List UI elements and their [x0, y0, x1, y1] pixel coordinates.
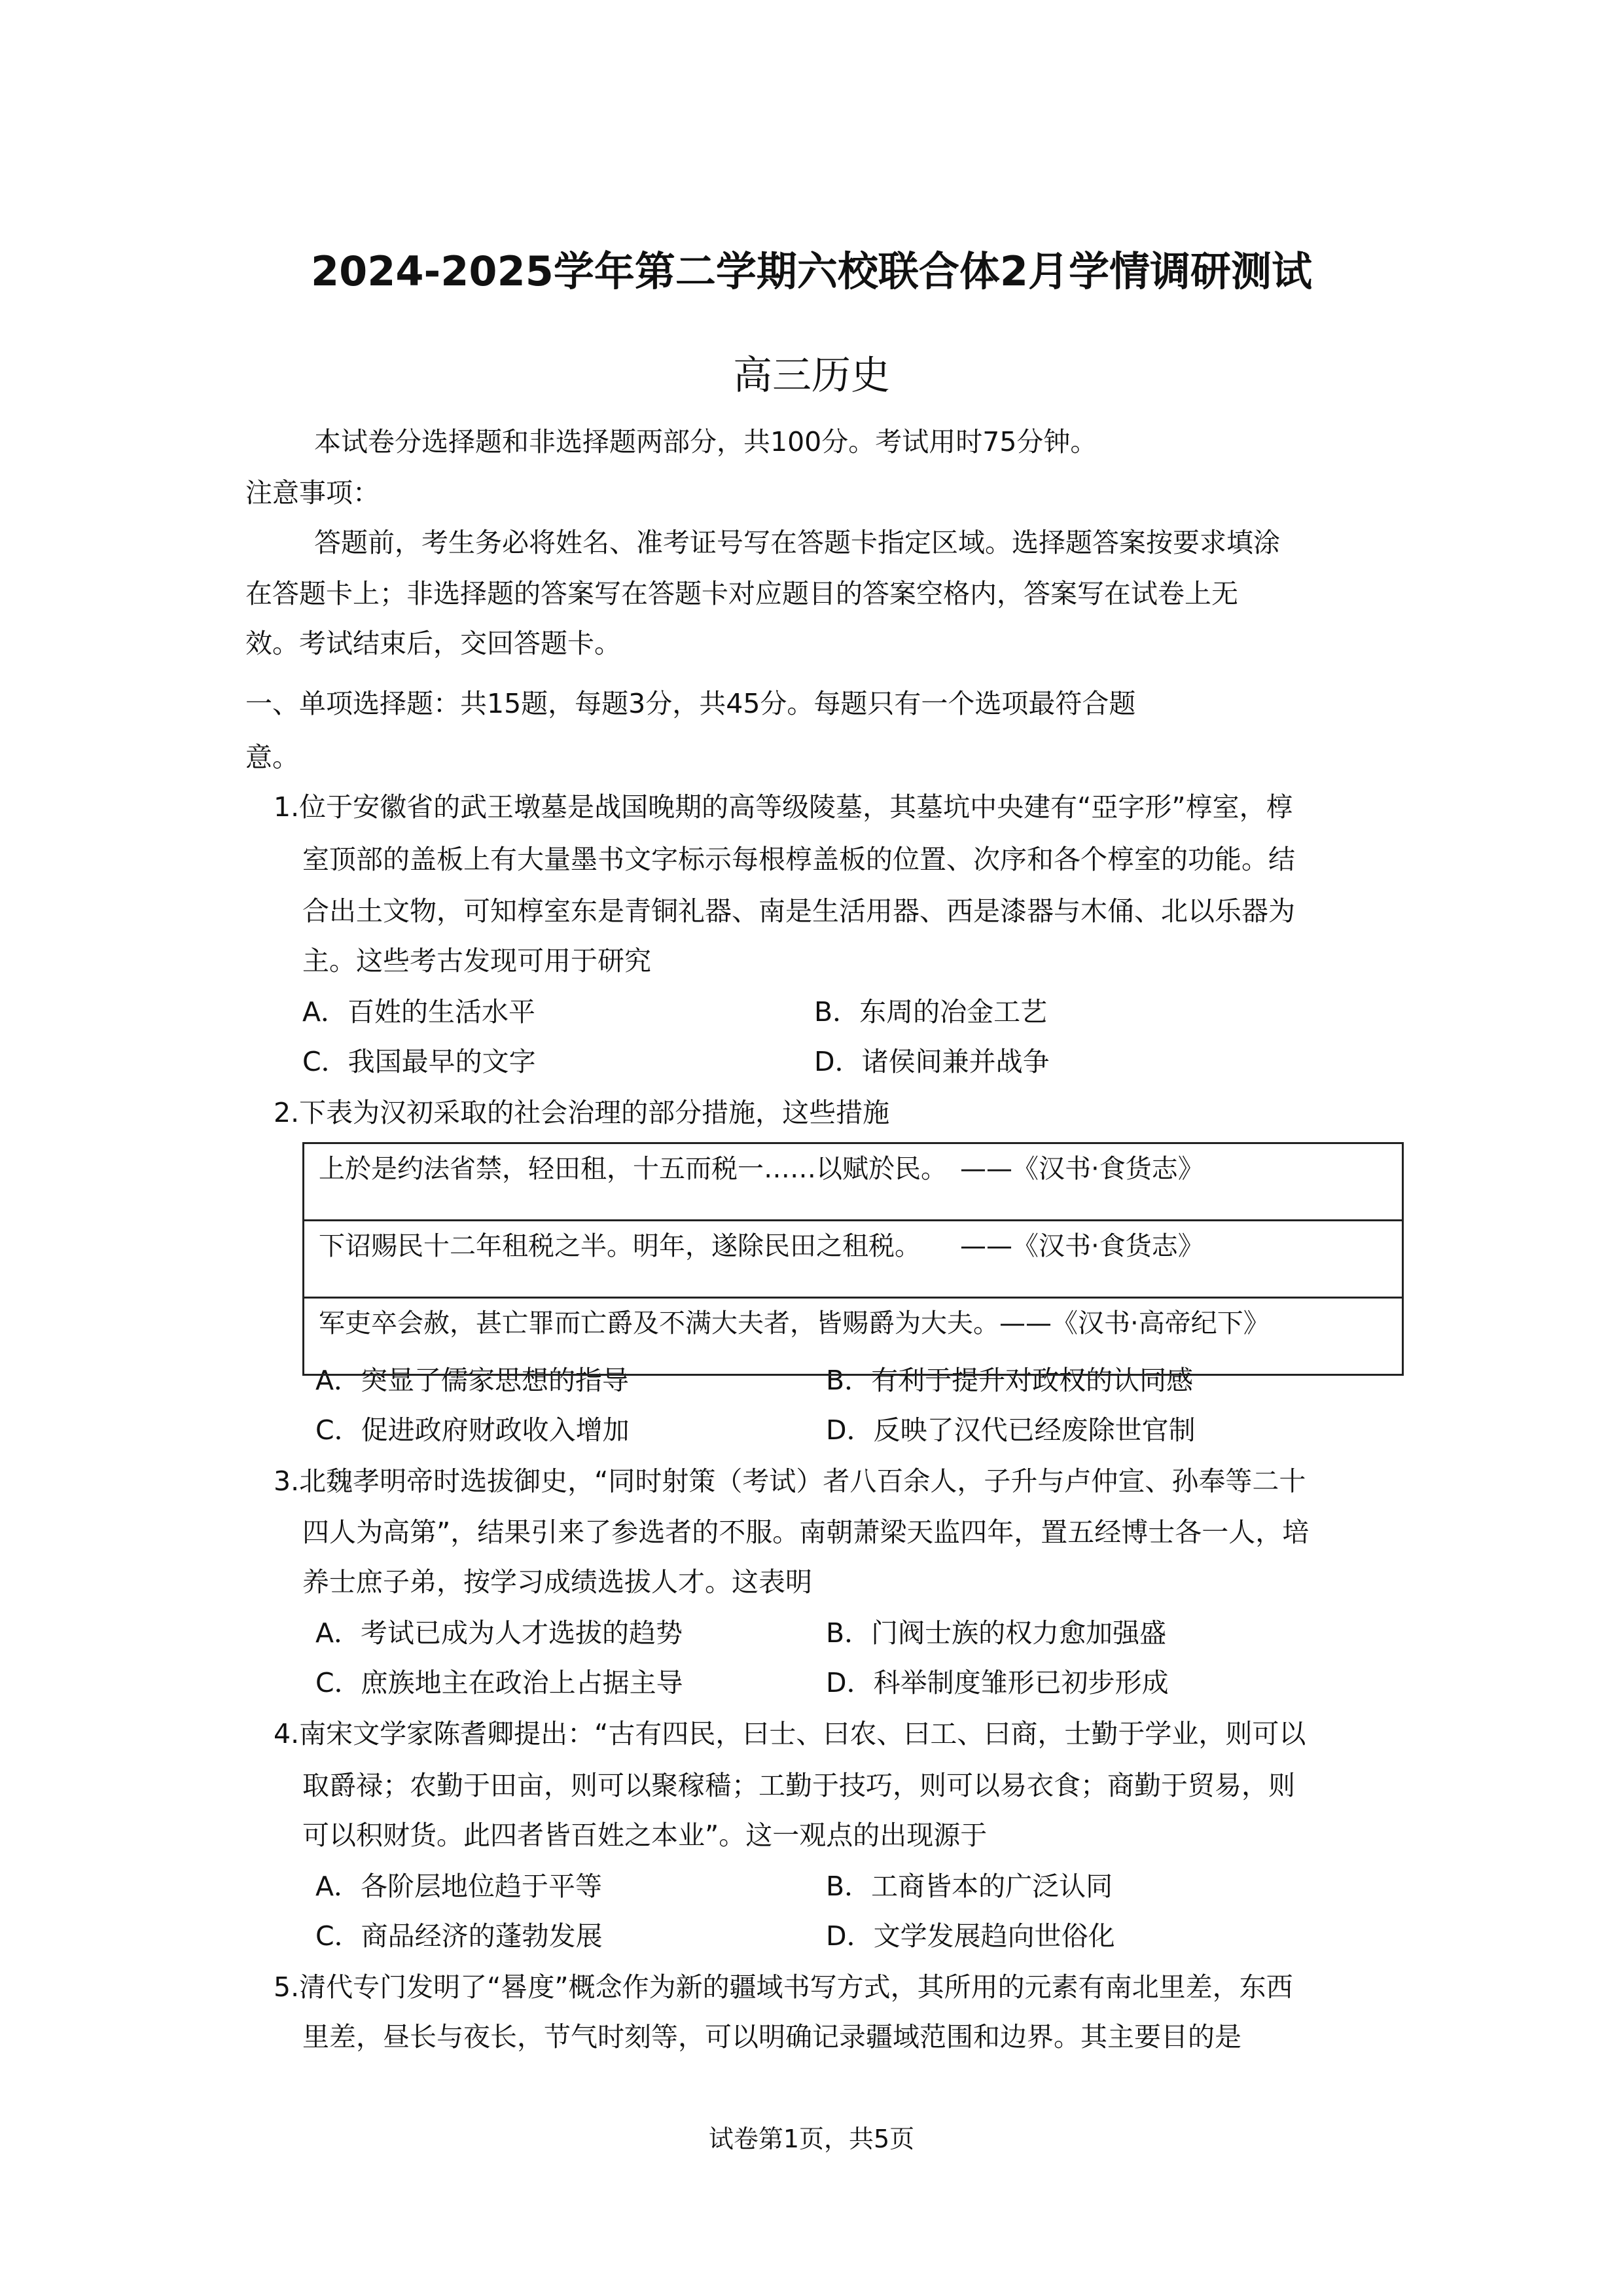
notice-line: 效。考试结束后，交回答题卡。: [245, 628, 621, 659]
question-1-line: 室顶部的盖板上有大量墨书文字标示每根椁盖板的位置、次序和各个椁室的功能。结: [302, 844, 1295, 875]
question-1-line: 合出土文物，可知椁室东是青铜礼器、南是生活用器、西是漆器与木俑、北以乐器为: [302, 895, 1295, 927]
option-A: A．突显了儒家思想的指导: [315, 1365, 630, 1396]
option-B: B．有利于提升对政权的认同感: [826, 1365, 1194, 1396]
question-1-line: 1.位于安徽省的武王墩墓是战国晚期的高等级陵墓，其墓坑中央建有“亞字形”椁室，椁: [274, 791, 1293, 823]
option-C: C．促进政府财政收入增加: [315, 1414, 630, 1446]
option-A: A．各阶层地位趋于平等: [315, 1871, 603, 1902]
question-3-line: 3.北魏孝明帝时选拔御史，“同时射策（考试）者八百余人，子升与卢仲宣、孙奉等二十: [274, 1465, 1306, 1497]
option-B: B．工商皆本的广泛认同: [826, 1871, 1113, 1902]
option-D: D．科举制度雏形已初步形成: [826, 1667, 1169, 1698]
option-C: C．我国最早的文字: [302, 1046, 536, 1077]
table-cell: 上於是约法省禁，轻田租，十五而税一……以赋於民。 ——《汉书·食货志》: [304, 1143, 1403, 1221]
option-D: D．反映了汉代已经废除世官制: [826, 1414, 1196, 1446]
question-3-line: 养士庶子弟，按学习成绩选拔人才。这表明: [302, 1566, 812, 1598]
option-A: A．百姓的生活水平: [302, 996, 536, 1028]
page-footer: 试卷第1页，共5页: [708, 2125, 915, 2153]
question-5-line: 5.清代专门发明了“晷度”概念作为新的疆域书写方式，其所用的元素有南北里差，东西: [274, 1971, 1293, 2003]
question-4-line: 取爵禄；农勤于田亩，则可以聚稼穑；工勤于技巧，则可以易衣食；商勤于贸易，则: [302, 1770, 1295, 1801]
question-4-line: 可以积财货。此四者皆百姓之本业”。这一观点的出现源于: [302, 1820, 988, 1851]
exam-title: 2024-2025学年第二学期六校联合体2月学情调研测试: [311, 247, 1312, 295]
question-3-line: 四人为高第”，结果引来了参选者的不服。南朝萧梁天监四年，置五经博士各一人，培: [302, 1516, 1310, 1548]
notice-line: 在答题卡上；非选择题的答案写在答题卡对应题目的答案空格内，答案写在试卷上无: [245, 578, 1238, 609]
option-D: D．诸侯间兼并战争: [814, 1046, 1050, 1077]
question-1-line: 主。这些考古发现可用于研究: [302, 945, 651, 977]
intro-text: 本试卷分选择题和非选择题两部分，共100分。考试用时75分钟。: [314, 426, 1097, 457]
table-cell: 军吏卒会赦，甚亡罪而亡爵及不满大夫者，皆赐爵为大夫。——《汉书·高帝纪下》: [304, 1298, 1403, 1375]
option-D: D．文学发展趋向世俗化: [826, 1920, 1115, 1952]
question-2-line: 2.下表为汉初采取的社会治理的部分措施，这些措施: [274, 1097, 890, 1128]
option-A: A．考试已成为人才选拔的趋势: [315, 1617, 683, 1649]
question-5-line: 里差，昼长与夜长，节气时刻等，可以明确记录疆域范围和边界。其主要目的是: [302, 2021, 1241, 2053]
section-heading: 意。: [245, 742, 299, 773]
section-heading: 一、单项选择题：共15题，每题3分，共45分。每题只有一个选项最符合题: [245, 688, 1136, 719]
table-cell: 下诏赐民十二年租税之半。明年，遂除民田之租税。 ——《汉书·食货志》: [304, 1221, 1403, 1298]
table-row: [304, 1143, 1403, 1221]
question-4-line: 4.南宋文学家陈耆卿提出：“古有四民，曰士、曰农、曰工、曰商，士勤于学业，则可以: [274, 1718, 1306, 1749]
option-C: C．庶族地主在政治上占据主导: [315, 1667, 683, 1698]
option-B: B．东周的冶金工艺: [814, 996, 1048, 1028]
table-row: [304, 1298, 1403, 1375]
notice-line: 答题前，考生务必将姓名、准考证号写在答题卡指定区域。选择题答案按要求填涂: [314, 527, 1280, 558]
subject-title: 高三历史: [733, 353, 890, 399]
source-table: [302, 1142, 1404, 1376]
notice-heading: 注意事项：: [245, 477, 380, 509]
option-C: C．商品经济的蓬勃发展: [315, 1920, 603, 1952]
option-B: B．门阀士族的权力愈加强盛: [826, 1617, 1167, 1649]
table-row: [304, 1221, 1403, 1298]
